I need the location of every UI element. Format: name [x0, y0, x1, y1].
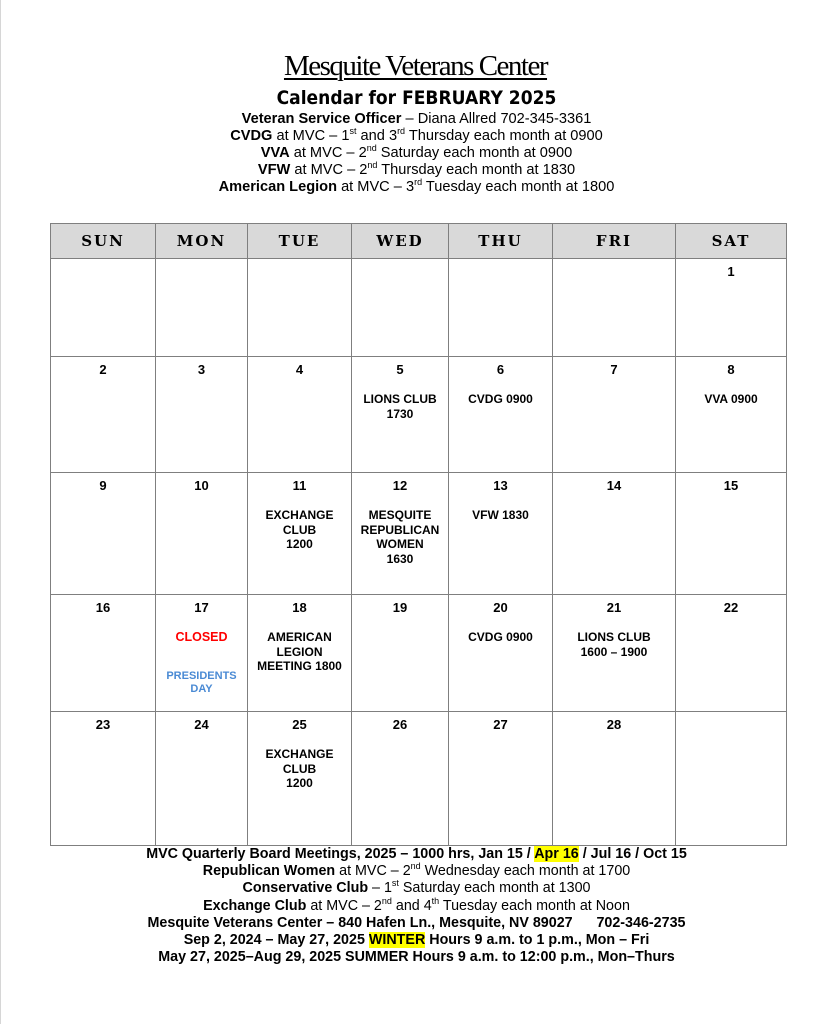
event-text: WOMEN — [376, 537, 424, 551]
ordinal-suffix: rd — [414, 177, 423, 188]
cvdg-line — [0, 128, 833, 145]
day-number: 28 — [606, 717, 622, 732]
day-number: 10 — [194, 478, 209, 493]
week-row — [51, 259, 787, 357]
event-text: 1600 – 1900 — [580, 644, 648, 659]
service-officer-label: Veteran Service Officer — [241, 111, 402, 127]
day-number: 6 — [496, 362, 505, 377]
day-number — [553, 264, 675, 279]
vva-label: VVA — [260, 145, 290, 161]
calendar-title: Calendar for FEBRUARY 2025 — [276, 87, 557, 109]
day-cell — [676, 473, 787, 595]
weekday-header: SAT — [676, 224, 787, 259]
day-number: 2 — [99, 362, 107, 377]
day-cell — [352, 473, 449, 595]
day-number — [248, 264, 351, 279]
service-officer-text: – Diana Allred 702-345-3361 — [401, 111, 592, 127]
ordinal-suffix: st — [391, 878, 399, 889]
republican-women-label: Republican Women — [202, 863, 336, 880]
day-cell — [156, 357, 248, 473]
day-number: 15 — [723, 478, 739, 493]
winter-hours-line — [0, 932, 833, 949]
event-text: 1200 — [286, 776, 313, 790]
day-number: 1 — [727, 264, 735, 279]
day-cell — [51, 259, 156, 357]
event-text: 1200 — [286, 537, 313, 551]
legion-label: American Legion — [218, 179, 338, 195]
day-number — [676, 717, 786, 732]
exchange-club-line — [0, 895, 833, 915]
calendar-body — [51, 259, 787, 846]
day-number: 12 — [392, 478, 408, 493]
day-cell — [553, 357, 676, 473]
day-cell — [553, 712, 676, 846]
event-text: 1630 — [386, 551, 414, 566]
vfw-text: at MVC – 2 — [290, 162, 368, 178]
day-cell — [51, 357, 156, 473]
day-cell — [676, 357, 787, 473]
conservative-club-text: Saturday each month at 1300 — [398, 880, 591, 897]
day-number: 19 — [392, 600, 408, 615]
day-number: 11 — [292, 478, 307, 493]
day-cell — [449, 595, 553, 712]
cvdg-text: Thursday each month at 0900 — [405, 128, 603, 144]
day-number: 24 — [194, 717, 209, 732]
event-text: MESQUITE — [368, 508, 432, 522]
weekday-header-row — [51, 224, 787, 259]
weekday-header: TUE — [248, 224, 352, 259]
winter-hours-text: Sep 2, 2024 – May 27, 2025 — [183, 932, 369, 949]
day-cell — [248, 595, 352, 712]
exchange-club-text: and 4 — [391, 897, 432, 914]
day-cell — [156, 259, 248, 357]
calendar-grid — [50, 223, 787, 846]
document-header — [0, 48, 833, 196]
day-cell — [156, 712, 248, 846]
day-number: 20 — [493, 600, 508, 615]
weekday-header: MON — [156, 224, 248, 259]
closed-label: CLOSED — [175, 630, 228, 644]
event-text: VFW 1830 — [472, 508, 529, 522]
event-text: CLUB — [282, 761, 317, 776]
event-text: MEETING 1800 — [257, 659, 342, 673]
address-line: Mesquite Veterans Center – 840 Hafen Ln., Mesquite, NV 89027 702-346-2735 — [147, 914, 686, 931]
weekday-header: THU — [449, 224, 553, 259]
day-cell — [553, 595, 676, 712]
day-cell — [352, 259, 449, 357]
day-number — [449, 264, 552, 279]
day-number: 7 — [610, 362, 618, 377]
day-number: 25 — [292, 717, 307, 732]
day-cell — [51, 473, 156, 595]
vva-text: at MVC – 2 — [289, 145, 367, 161]
weekday-header: SUN — [51, 224, 156, 259]
day-cell — [676, 259, 787, 357]
conservative-club-line — [0, 880, 833, 897]
day-cell — [449, 357, 553, 473]
day-number: 26 — [392, 717, 408, 732]
day-number: 9 — [99, 478, 107, 493]
service-officer-line — [0, 111, 833, 128]
day-number — [156, 264, 247, 279]
ordinal-suffix: nd — [410, 861, 421, 872]
day-number: 3 — [197, 362, 206, 377]
ordinal-suffix: nd — [366, 143, 377, 154]
day-cell — [449, 712, 553, 846]
republican-women-text: at MVC – 2 — [335, 863, 411, 880]
day-number: 17 — [194, 600, 209, 615]
day-number — [352, 264, 448, 279]
day-number: 21 — [606, 600, 622, 615]
week-row — [51, 473, 787, 595]
ordinal-suffix: th — [431, 895, 440, 906]
event-text: EXCHANGE — [265, 508, 334, 522]
day-cell — [449, 259, 553, 357]
day-number — [51, 264, 155, 279]
event-text: VVA 0900 — [704, 392, 758, 406]
vva-line — [0, 145, 833, 162]
week-row — [51, 712, 787, 846]
ordinal-suffix: nd — [381, 895, 392, 906]
day-cell — [352, 357, 449, 473]
center-name: Mesquite Veterans Center — [283, 50, 548, 82]
summer-hours-line: May 27, 2025–Aug 29, 2025 SUMMER Hours 9 a.m. to 12:00 p.m., Mon–Thurs — [158, 949, 675, 966]
day-number: 13 — [493, 478, 508, 493]
day-number: 23 — [95, 717, 111, 732]
day-cell — [352, 712, 449, 846]
week-row — [51, 357, 787, 473]
vva-text: Saturday each month at 0900 — [376, 145, 573, 161]
day-cell — [248, 357, 352, 473]
day-cell — [248, 473, 352, 595]
winter-highlight: WINTER — [368, 932, 426, 949]
day-cell — [449, 473, 553, 595]
republican-women-text: Wednesday each month at 1700 — [420, 863, 631, 880]
weekday-header: WED — [352, 224, 449, 259]
highlighted-date: Apr 16 — [534, 846, 579, 862]
event-text: REPUBLICAN — [360, 522, 440, 537]
day-number: 4 — [295, 362, 304, 377]
event-text: CVDG 0900 — [468, 630, 533, 644]
vfw-label: VFW — [257, 162, 291, 178]
day-cell — [553, 473, 676, 595]
event-text: EXCHANGE — [265, 747, 334, 761]
ordinal-suffix: nd — [367, 160, 378, 171]
day-number: 14 — [606, 478, 622, 493]
exchange-club-label: Exchange Club — [203, 897, 307, 914]
holiday-label: PRESIDENTS — [166, 670, 237, 682]
day-number: 16 — [95, 600, 111, 615]
day-cell — [553, 259, 676, 357]
conservative-club-label: Conservative Club — [242, 880, 369, 897]
cvdg-label: CVDG — [230, 128, 273, 144]
day-cell — [156, 595, 248, 712]
exchange-club-text: at MVC – 2 — [306, 897, 382, 914]
event-text: LEGION — [276, 644, 323, 659]
winter-hours-text: Hours 9 a.m. to 1 p.m., Mon – Fri — [425, 932, 650, 949]
day-number: 22 — [723, 600, 739, 615]
board-meetings-text: MVC Quarterly Board Meetings, 2025 – 1000 hrs, Jan 15 / — [146, 846, 535, 862]
board-meetings-text: / Jul 16 / Oct 15 — [578, 846, 687, 862]
day-cell — [676, 595, 787, 712]
event-text: CLUB — [282, 522, 317, 537]
day-cell — [51, 595, 156, 712]
legion-line — [0, 179, 833, 196]
cvdg-text: at MVC – 1 — [272, 128, 350, 144]
event-text: LIONS CLUB — [363, 392, 437, 406]
legion-text: Tuesday each month at 1800 — [422, 179, 615, 195]
event-text: CVDG 0900 — [468, 392, 533, 406]
conservative-club-text: – 1 — [368, 880, 392, 897]
document-footer — [0, 846, 833, 966]
holiday-label: DAY — [190, 683, 213, 695]
day-cell — [156, 473, 248, 595]
event-text: AMERICAN — [267, 630, 332, 644]
event-text: LIONS CLUB — [577, 630, 651, 644]
day-number: 5 — [396, 362, 404, 377]
event-text: 1730 — [386, 406, 414, 421]
exchange-club-text: Tuesday each month at Noon — [439, 897, 630, 914]
week-row — [51, 595, 787, 712]
day-number: 18 — [292, 600, 307, 615]
weekday-header: FRI — [553, 224, 676, 259]
day-cell — [248, 712, 352, 846]
day-cell — [248, 259, 352, 357]
day-number: 27 — [493, 717, 508, 732]
ordinal-suffix: st — [349, 126, 357, 137]
ordinal-suffix: rd — [397, 126, 406, 137]
vfw-text: Thursday each month at 1830 — [377, 162, 576, 178]
legion-text: at MVC – 3 — [337, 179, 415, 195]
day-cell — [51, 712, 156, 846]
day-cell — [352, 595, 449, 712]
day-cell — [676, 712, 787, 846]
cvdg-text: and 3 — [356, 128, 398, 144]
day-number: 8 — [727, 362, 735, 377]
republican-women-line — [0, 863, 833, 880]
